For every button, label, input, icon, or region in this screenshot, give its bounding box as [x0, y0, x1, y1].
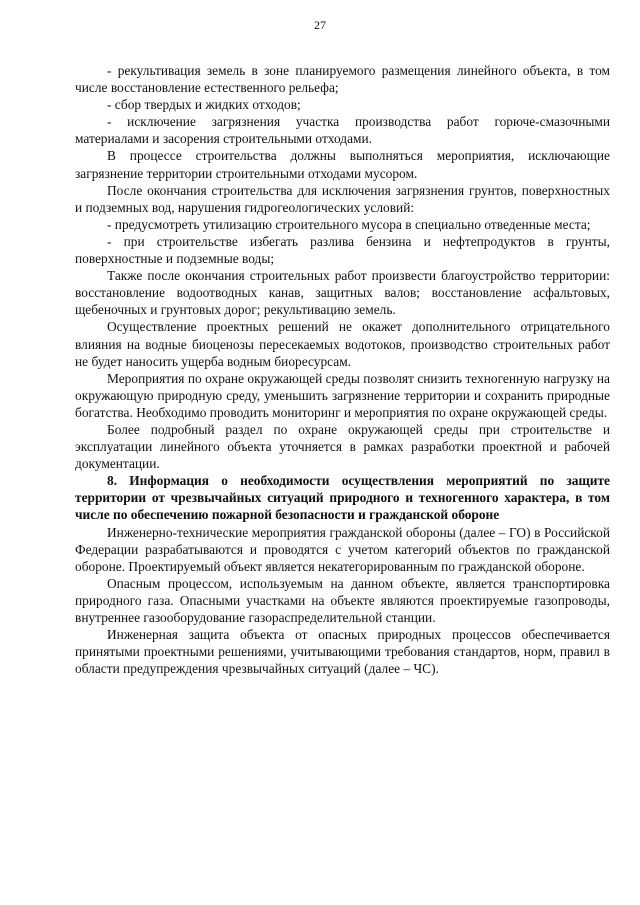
- paragraph-civil-defense: Инженерно-технические мероприятия гражданской обороны (далее – ГО) в Российской Федерации разрабатываются и проводятся с учетом категорий объектов по гражданской обороне. Проектируемый объект является некатегорированным по гражданской обороне.: [75, 524, 610, 574]
- paragraph-construction-measures: В процессе строительства должны выполняться мероприятия, исключающие загрязнение территории строительными отходами мусором.: [75, 148, 610, 181]
- paragraph-engineering-protection: Инженерная защита объекта от опасных природных процессов обеспечивается принятыми проектными решениями, учитывающими требования стандартов, норм, правил в области предупреждения чрезвычайных ситуаций (далее – ЧС).: [75, 627, 610, 677]
- paragraph-detailed-section: Более подробный раздел по охране окружающей среды при строительстве и эксплуатации линейного объекта уточняется в рамках разработки проектной и рабочей документации.: [75, 421, 610, 472]
- list-item-waste-collection: - сбор твердых и жидких отходов;: [107, 97, 301, 113]
- page-number: 27: [314, 18, 326, 32]
- list-item-petroleum-spill: - при строительстве избегать разлива бензина и нефтепродуктов в грунты, поверхностные и подземные воды;: [75, 233, 610, 267]
- paragraph-after-construction: После окончания строительства для исключения загрязнения грунтов, поверхностных и подземных вод, нарушения гидрогеологических условий:: [75, 182, 610, 215]
- section-heading: 8. Информация о необходимости осуществления мероприятий по защите территории от чрезвычайных ситуаций природного и техногенного характера, в том числе по обеспечению пожарной безопасности и гражданской обороне: [75, 473, 610, 523]
- list-item-debris-disposal: - предусмотреть утилизацию строительного мусора в специально отведенные места;: [107, 216, 591, 232]
- list-item-land-reclamation: - рекультивация земель в зоне планируемого размещения линейного объекта, в том числе восстановление естественного рельефа;: [75, 63, 610, 96]
- paragraph-water-biocenoses: Осуществление проектных решений не окажет дополнительного отрицательного влияния на водные биоценозы пересекаемых водотоков, производство строительных работ не будет наносить ущерба водным биоресурсам.: [75, 319, 610, 369]
- paragraph-landscaping: Также после окончания строительных работ произвести благоустройство территории: восстановление водоотводных канав, защитных валов; восстановление асфальтовых, щебеночных и грунтовых дорог; рекультивацию земель.: [75, 268, 610, 318]
- paragraph-environmental-measures: Мероприятия по охране окружающей среды позволят снизить техногенную нагрузку на окружающую природную среду, уменьшить загрязнение территории и сохранить природные богатства. Необходимо проводить мониторинг и мероприятия по охране окружающей среды.: [75, 370, 610, 420]
- document-body: [75, 62, 610, 677]
- paragraph-hazardous-process: Опасным процессом, используемым на данном объекте, является транспортировка природного газа. Опасными участками на объекте являются проектируемые газопроводы, внутреннее газооборудование газораспределительной станции.: [75, 575, 610, 625]
- list-item-fuel-contamination: - исключение загрязнения участка производства работ горюче-смазочными материалами и засорения строительными отходами.: [75, 114, 610, 147]
